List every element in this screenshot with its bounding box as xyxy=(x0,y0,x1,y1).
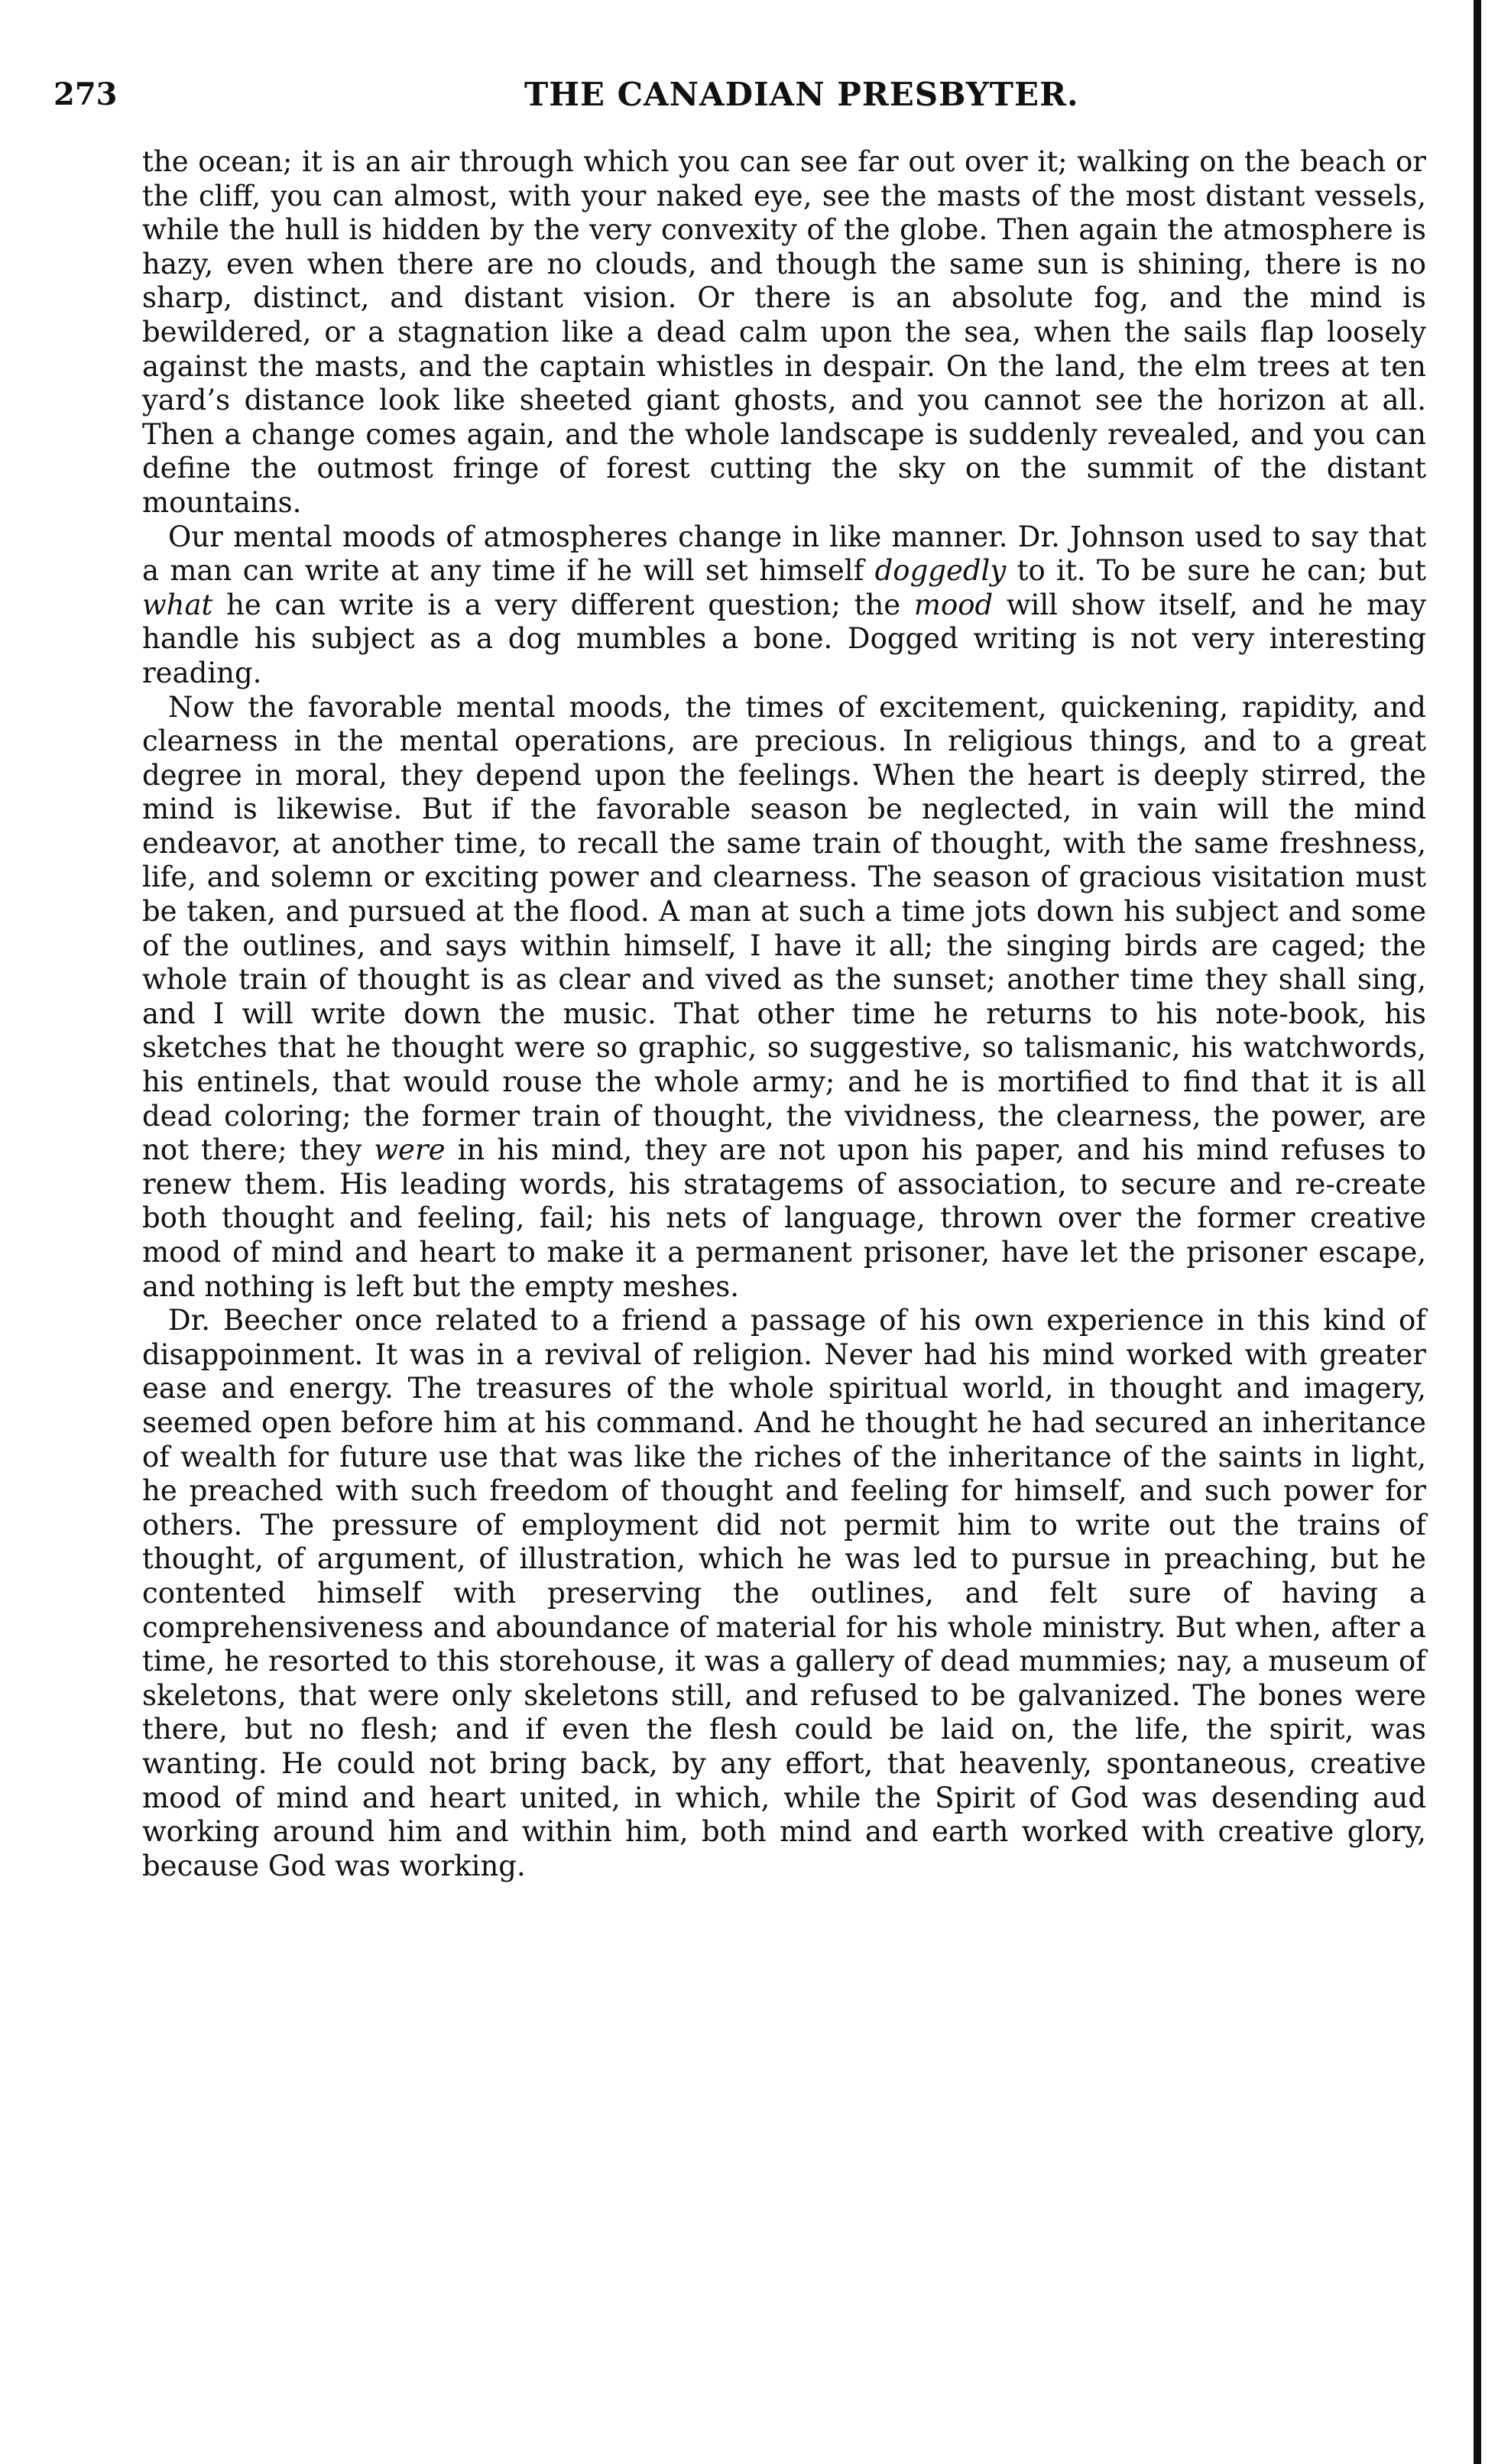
text-run: he can write is a very different question; the xyxy=(212,588,914,621)
page-edge-rule xyxy=(1474,0,1481,2464)
paragraph xyxy=(142,145,1426,520)
text-run: in his mind, they are not upon his paper, and his mind refuses to renew them. His leading words, his stratagems of association, to secure and re-create both thought and feeling, fail; his nets of language, thrown over the former creative mood of mind and heart to make it a permanent prisoner, have let the prisoner escape, and nothing is left but the empty meshes. xyxy=(142,1133,1426,1303)
italic-text: doggedly xyxy=(874,554,1007,588)
text-run: the ocean; it is an air through which you can see far out over it; walking on the beach or the cliff, you can almost, with your naked eye, see the masts of the most distant vessels, while the hull is hidden by the very convexity of the globe. Then again the atmosphere is hazy, even when there are no clouds, and though the same sun is shining, there is no sharp, distinct, and distant vision. Or there is an absolute fog, and the mind is bewildered, or a stagnation like a dead calm upon the sea, when the sails flap loosely against the masts, and the captain whistles in despair. On the land, the elm trees at ten yard’s distance look like sheeted giant ghosts, and you cannot see the horizon at all. Then a change comes again, and the whole landscape is suddenly revealed, and you can define the outmost fringe of forest cutting the sky on the summit of the distant mountains. xyxy=(142,145,1426,519)
text-run: will show itself, and he may handle his subject as a dog mumbles a bone. Dogged writing is not very interesting reading. xyxy=(142,588,1426,689)
paragraph xyxy=(142,1304,1426,1883)
italic-text: mood xyxy=(913,588,994,621)
article-body xyxy=(142,145,1426,1883)
page-header xyxy=(54,72,1444,118)
page-number: 273 xyxy=(54,76,118,112)
text-run: Dr. Beecher once related to a friend a passage of his own experience in this kind of disappoinment. It was in a revival of religion. Never had his mind worked with greater ease and energy. The treasures of the whole spiritual world, in thought and imagery, seemed open before him at his command. And he thought he had secured an inheritance of wealth for future use that was like the riches of the inheritance of the saints in light, he preached with such freedom of thought and feeling for himself, and such power for others. The pressure of employment did not permit him to write out the trains of thought, of argument, of illustration, which he was led to pursue in preaching, but he contented himself with preserving the outlines, and felt sure of having a comprehensiveness and aboundance of material for his whole ministry. But when, after a time, he resorted to this storehouse, it was a gallery of dead mummies; nay, a museum of skeletons, that were only skeletons still, and refused to be galvanized. The bones were there, but no flesh; and if even the flesh could be laid on, the life, the spirit, was wanting. He could not bring back, by any effort, that heavenly, spontaneous, creative mood of mind and heart united, in which, while the Spirit of God was desending aud working around him and within him, both mind and earth worked with creative glory, because God was working. xyxy=(142,1304,1426,1882)
text-run: to it. To be sure he can; but xyxy=(1006,554,1426,588)
paragraph xyxy=(142,691,1426,1305)
paragraph xyxy=(142,520,1426,691)
text-run: Now the favorable mental moods, the times of excitement, quickening, rapidity, and clearness in the mental operations, are precious. In religious things, and to a great degree in moral, they depend upon the feelings. When the heart is deeply stirred, the mind is likewise. But if the favorable season be neglected, in vain will the mind endeavor, at another time, to recall the same train of thought, with the same freshness, life, and solemn or exciting power and clearness. The season of gracious visitation must be taken, and pursued at the flood. A man at such a time jots down his subject and some of the outlines, and says within himself, I have it all; the singing birds are caged; the whole train of thought is as clear and vived as the sunset; another time they shall sing, and I will write down the music. That other time he returns to his note-book, his sketches that he thought were so graphic, so suggestive, so talismanic, his watchwords, his entinels, that would rouse the whole army; and he is mortified to find that it is all dead coloring; the former train of thought, the vividness, the clearness, the power, are not there; they xyxy=(142,690,1426,1167)
italic-text: were xyxy=(374,1133,446,1167)
text-run: Our mental moods of atmospheres change in like manner. Dr. Johnson used to say that a man can write at any time if he will set himself xyxy=(142,520,1426,588)
running-title: THE CANADIAN PRESBYTER. xyxy=(524,76,1079,113)
italic-text: what xyxy=(142,588,213,621)
